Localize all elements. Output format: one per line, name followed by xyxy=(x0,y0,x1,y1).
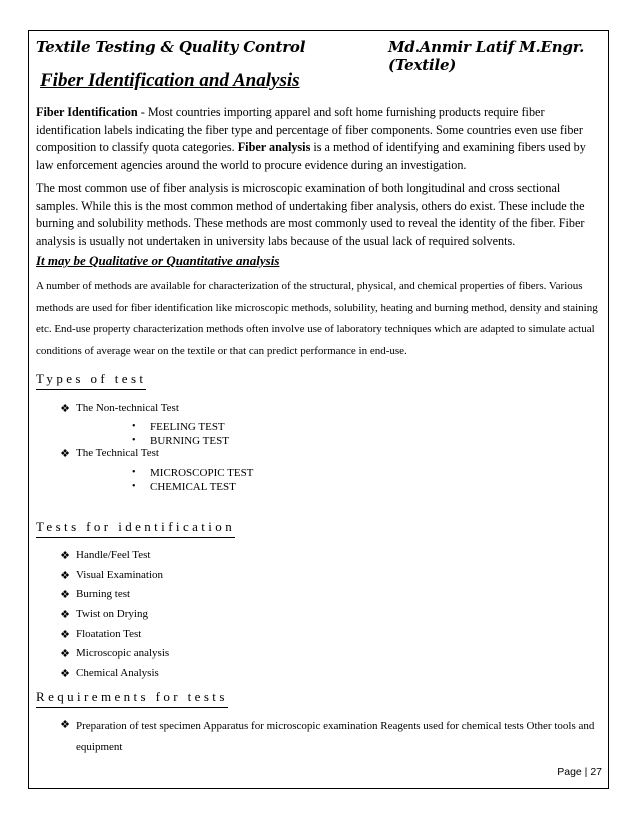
intro-paragraph xyxy=(36,104,602,174)
diamond-bullet-icon: ❖ xyxy=(60,629,70,641)
heading-underline xyxy=(36,389,146,390)
term-fiber-identification: Fiber Identification xyxy=(36,105,138,119)
bullet-icon: • xyxy=(132,481,136,492)
list-item: Burning test xyxy=(76,588,131,600)
subheading: It may be Qualitative or Quantitative analysis xyxy=(36,253,280,268)
identification-heading-text: Tests for identification xyxy=(36,519,236,534)
section-heading-requirements xyxy=(36,689,228,705)
diamond-bullet-icon: ❖ xyxy=(60,609,70,621)
list-item: Twist on Drying xyxy=(76,608,148,620)
list-item: Microscopic analysis xyxy=(76,647,170,659)
list-item: The Technical Test xyxy=(76,447,159,459)
page-number: Page | 27 xyxy=(557,766,602,778)
heading-underline xyxy=(36,707,228,708)
sub-list-item: CHEMICAL TEST xyxy=(150,481,236,493)
running-header xyxy=(36,38,602,74)
header-course-title: Textile Testing & Quality Control xyxy=(36,38,306,56)
methods-paragraph: A number of methods are available for characterization of the structural, physical, and chemical properties of fibers. Various methods are used for fiber identification like microscopic methods, solubility, heating and burning method, density and staining etc. End-use property characterization methods often involve use of laboratory techniques which are adapted to simulate actual conditions of average wear on the textile or that can predict performance in end-use. xyxy=(36,280,598,357)
list-item: The Non-technical Test xyxy=(76,402,179,414)
list-item: Handle/Feel Test xyxy=(76,549,151,561)
diamond-bullet-icon: ❖ xyxy=(60,550,70,562)
diamond-bullet-icon: ❖ xyxy=(60,403,70,415)
sub-list-item: FEELING TEST xyxy=(150,421,225,433)
diamond-bullet-icon: ❖ xyxy=(60,648,70,660)
header-author: Md.Anmir Latif M.Engr.(Textile) xyxy=(388,38,585,74)
intro-text-1: - Most countries importing apparel and soft home furnishing products require fiber identification labels indicating the fiber type and percentage of fiber components. Some countries even use fiber composition to classify quota categories. xyxy=(36,105,583,154)
diamond-bullet-icon: ❖ xyxy=(60,570,70,582)
list-item: Floatation Test xyxy=(76,628,142,640)
bullet-icon: • xyxy=(132,467,136,478)
bullet-icon: • xyxy=(132,435,136,446)
diamond-bullet-icon: ❖ xyxy=(60,719,70,731)
heading-underline xyxy=(36,537,235,538)
sub-list-item: BURNING TEST xyxy=(150,435,229,447)
bullet-icon: • xyxy=(132,421,136,432)
diamond-bullet-icon: ❖ xyxy=(60,448,70,460)
term-fiber-analysis: Fiber analysis xyxy=(237,140,311,154)
requirements-heading-text: Requirements for tests xyxy=(36,689,228,704)
types-heading-text: Types of test xyxy=(36,371,147,386)
section-heading-identification xyxy=(36,519,235,535)
intro-text-2: is a method of identifying and examining fibers used by law enforcement agencies around the world to procure evidence during an investigation. xyxy=(36,140,586,172)
sub-list-item: MICROSCOPIC TEST xyxy=(150,467,254,479)
requirements-item: Preparation of test specimen Apparatus for microscopic examination Reagents used for chemical tests Other tools and equipment xyxy=(76,720,595,753)
list-item: Chemical Analysis xyxy=(76,667,159,679)
diamond-bullet-icon: ❖ xyxy=(60,589,70,601)
analysis-paragraph: The most common use of fiber analysis is microscopic examination of both longitudinal and cross sectional samples. While this is the most common method of undertaking fiber analysis, others do exist. These include the burning and solubility methods. These methods are most commonly used to reveal the identity of the fiber. Fiber analysis is usually not undertaken in university labs because of the usual lack of required solvents. xyxy=(36,181,585,248)
list-item: Visual Examination xyxy=(76,569,164,581)
page-title: Fiber Identification and Analysis xyxy=(40,70,300,91)
diamond-bullet-icon: ❖ xyxy=(60,668,70,680)
section-heading-types xyxy=(36,371,146,387)
